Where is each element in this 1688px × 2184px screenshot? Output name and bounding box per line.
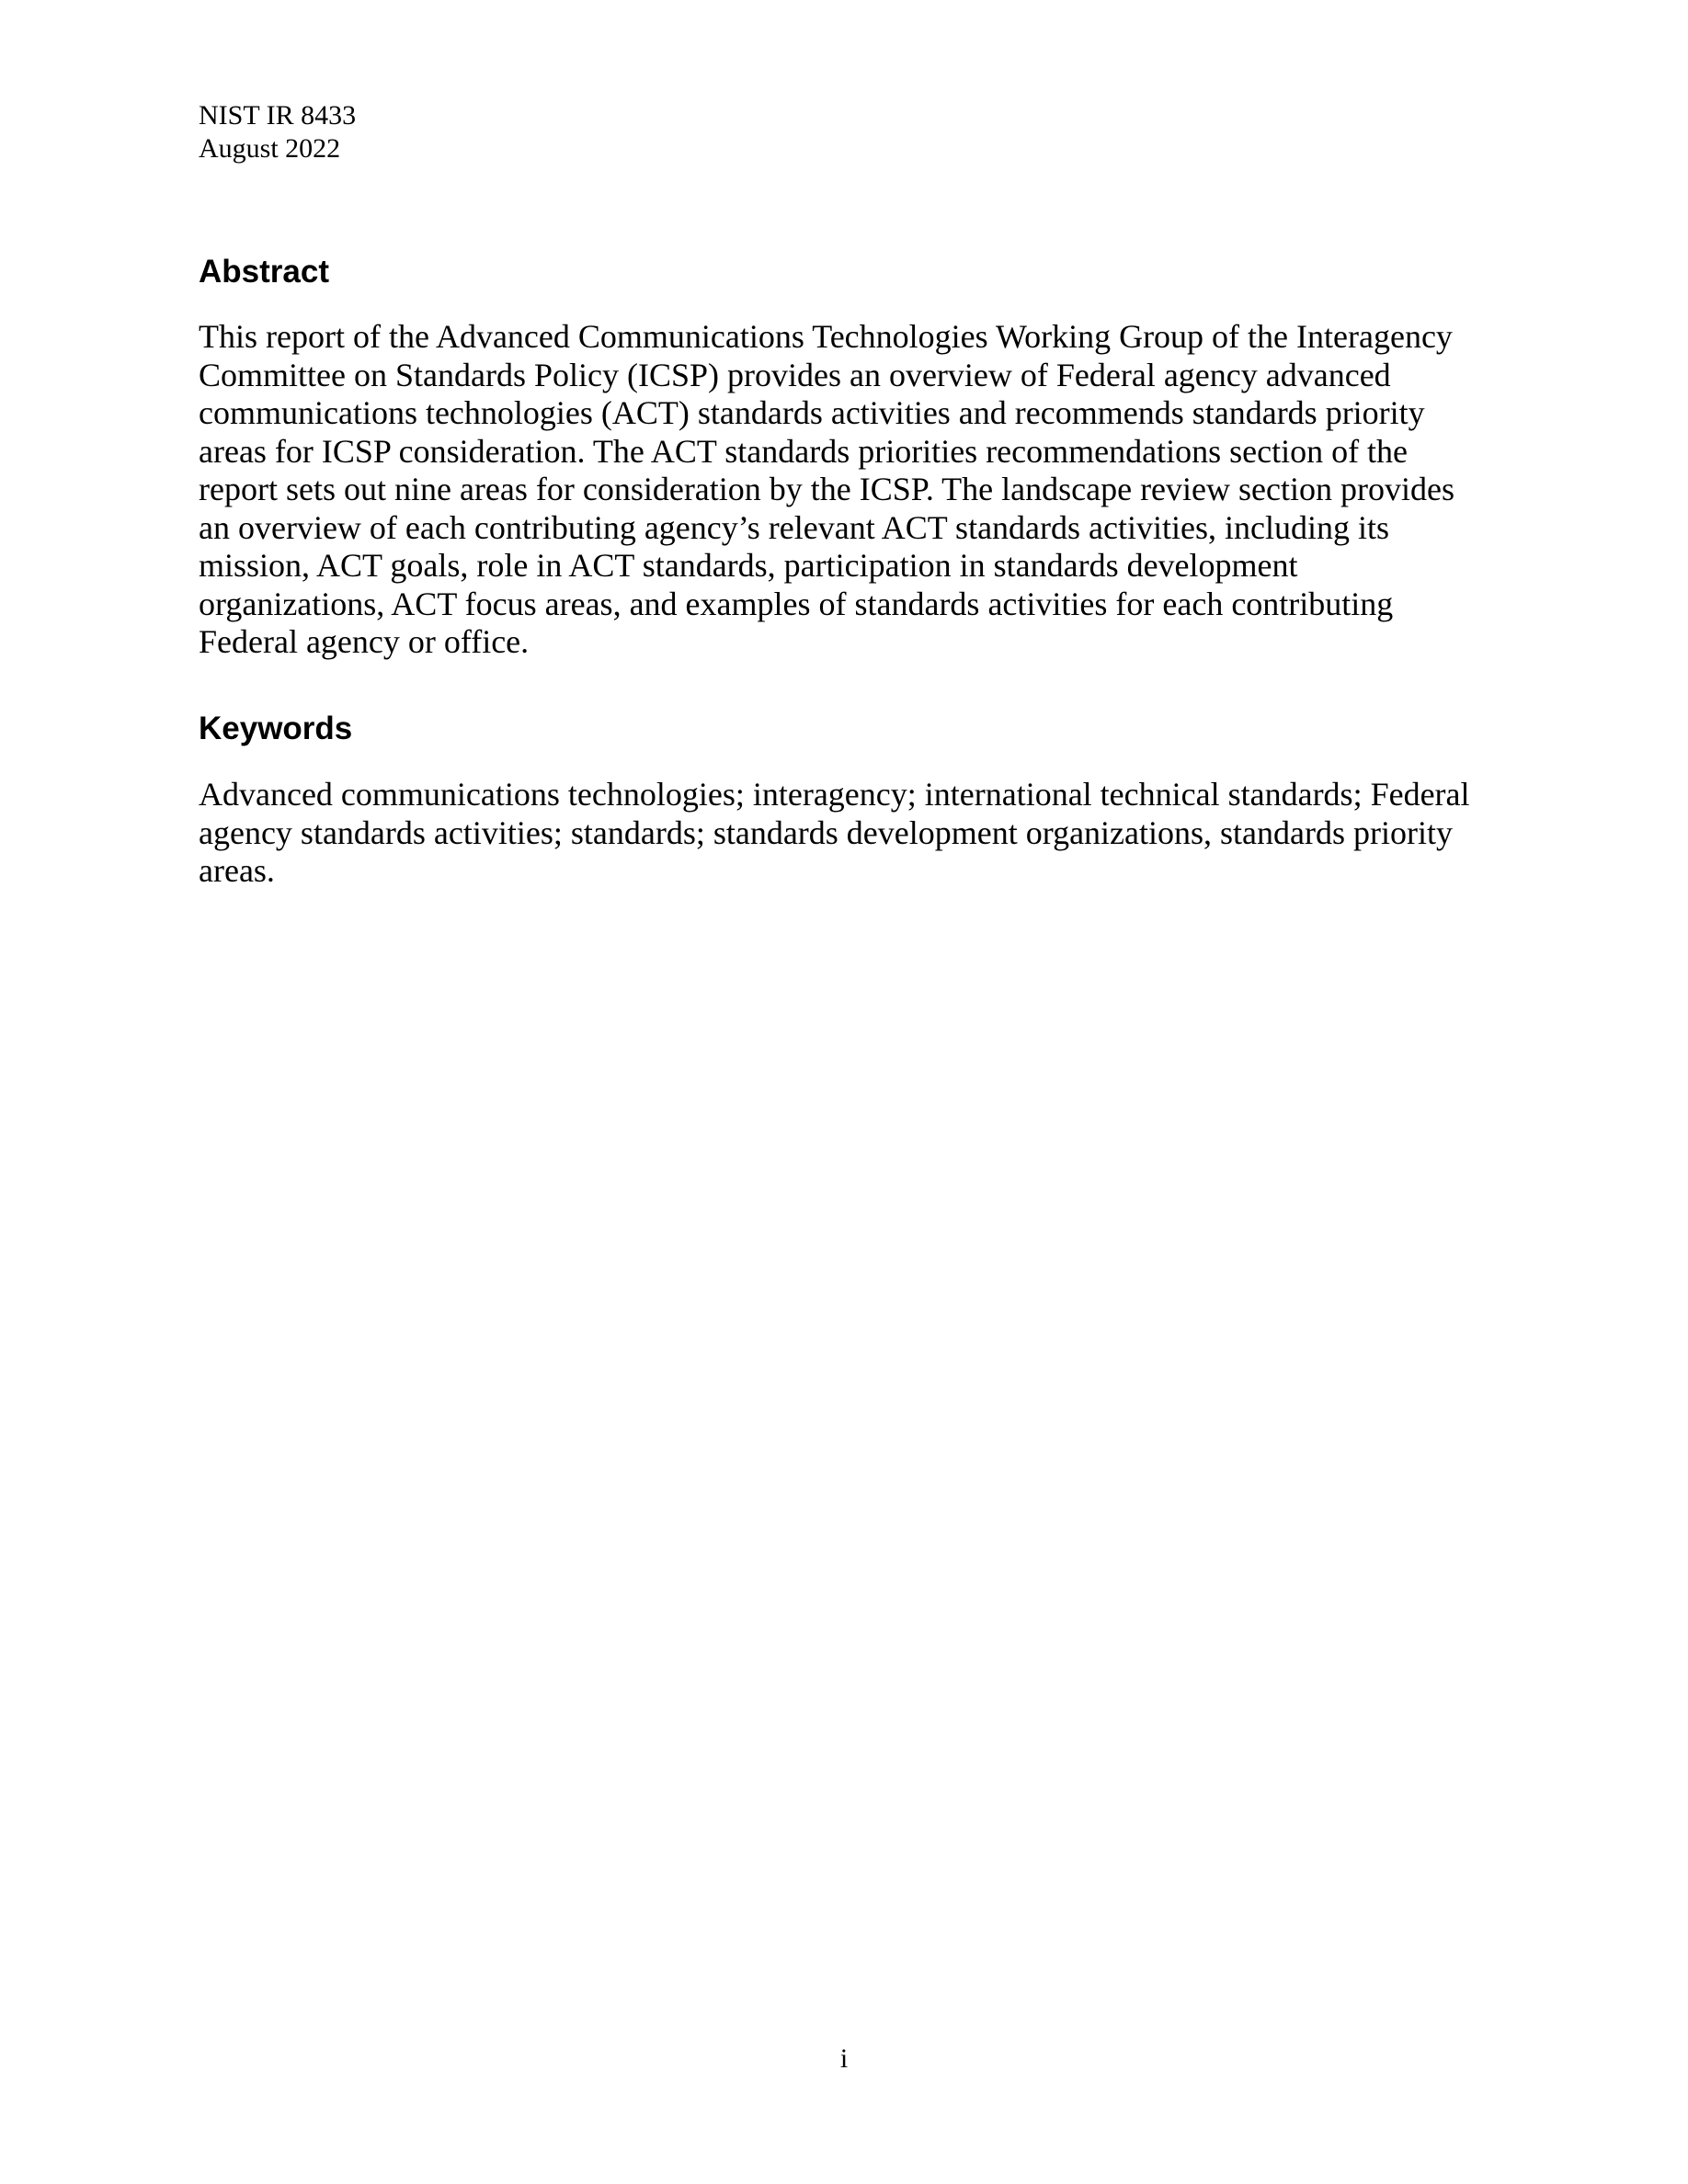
keywords-heading: Keywords: [199, 711, 353, 746]
page-number: i: [839, 2043, 849, 2074]
abstract-heading: Abstract: [199, 254, 329, 290]
abstract-line: an overview of each contributing agency’s relevant ACT standards activities, including its: [199, 508, 1389, 546]
keywords-line: agency standards activities; standards; standards development organizations, standards priority: [199, 813, 1453, 851]
abstract-line: Federal agency or office.: [199, 623, 530, 660]
report-date: August 2022: [199, 133, 341, 164]
document-header: [199, 99, 356, 165]
report-number: NIST IR 8433: [199, 100, 357, 131]
abstract-line: organizations, ACT focus areas, and examples of standards activities for each contributing: [199, 585, 1394, 622]
keywords-line: Advanced communications technologies; interagency; international technical standards; Federal: [199, 776, 1470, 813]
abstract-line: report sets out nine areas for consideration by the ICSP. The landscape review section provides: [199, 471, 1454, 507]
abstract-line: communications technologies (ACT) standards activities and recommends standards priority: [199, 394, 1425, 431]
abstract-line: Committee on Standards Policy (ICSP) provides an overview of Federal agency advanced: [199, 356, 1391, 393]
abstract-paragraph: [199, 318, 1454, 662]
keywords-paragraph: [199, 776, 1470, 891]
keywords-line: areas.: [199, 852, 275, 889]
abstract-line: mission, ACT goals, role in ACT standards, participation in standards development: [199, 547, 1298, 584]
abstract-line: This report of the Advanced Communications Technologies Working Group of the Interagency: [199, 318, 1453, 355]
abstract-line: areas for ICSP consideration. The ACT standards priorities recommendations section of the: [199, 432, 1409, 470]
